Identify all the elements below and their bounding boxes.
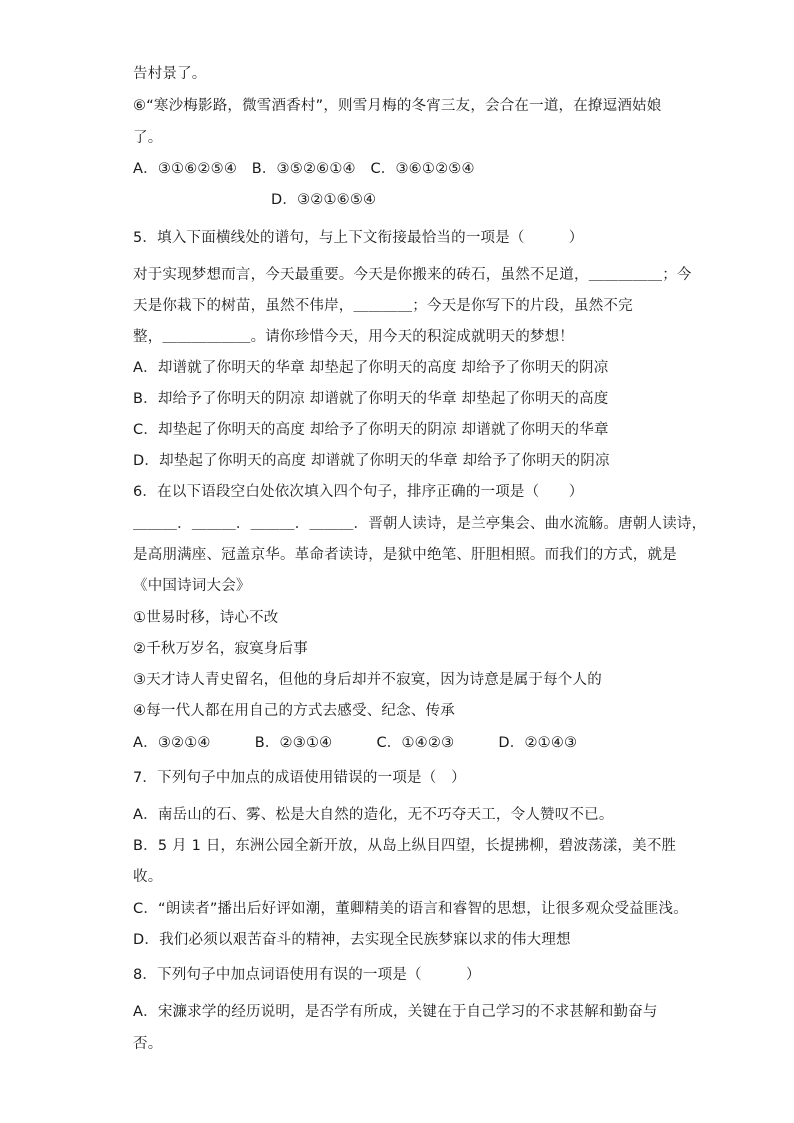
answer-option-a: A．宋濂求学的经历说明，是否学有所成，关键在于自己学习的不求甚解和勤奋与 <box>133 1004 658 1020</box>
sentence-item: ②千秋万岁名，寂寞身后事 <box>133 641 308 657</box>
answer-option-c: C．“朗读者”播出后好评如潮，董卿精美的语言和睿智的思想，让很多观众受益匪浅。 <box>133 901 688 917</box>
text-line: 《中国诗词大会》 <box>133 578 251 594</box>
sentence-item: ③天才诗人青史留名，但他的身后却并不寂寞，因为诗意是属于每个人的 <box>133 672 602 688</box>
text-line: ⑥“寒沙梅影路，微雪酒香村”，则雪月梅的冬宵三友，会合在一道，在撩逗酒姑娘 <box>133 98 662 114</box>
answer-option-d: D．却垫起了你明天的高度 却谱就了你明天的华章 却给予了你明天的阴凉 <box>133 453 610 469</box>
question-8: 8．下列句子中加点词语使用有误的一项是（ ） <box>133 967 481 983</box>
sentence-item: ④每一代人都在用自己的方式去感受、纪念、传承 <box>133 703 455 719</box>
answer-options: A．③①⑥②⑤④ B．③⑤②⑥①④ C．③⑥①②⑤④ <box>133 161 475 177</box>
text-line: 整，＿＿＿＿＿＿。请你珍惜今天，用今天的积淀成就明天的梦想！ <box>133 329 574 345</box>
text-line: 对于实现梦想而言，今天最重要。今天是你搬来的砖石，虽然不足道，＿＿＿＿＿；今 <box>133 267 692 283</box>
text-line: 了。 <box>133 130 163 146</box>
question-7: 7．下列句子中加点的成语使用错误的一项是（ ） <box>133 770 466 786</box>
answer-option-d: D．我们必须以艰苦奋斗的精神，去实现全民族梦寐以求的伟大理想 <box>133 932 571 948</box>
question-6: 6．在以下语段空白处依次填入四个句子，排序正确的一项是（ ） <box>133 484 584 500</box>
answer-options: A．③②①④ B．②③①④ C．①④②③ D．②①④③ <box>133 735 578 751</box>
text-line: 天是你栽下的树苗，虽然不伟岸，＿＿＿＿；今天是你写下的片段，虽然不完 <box>133 298 633 314</box>
text-line: ＿＿＿．＿＿＿．＿＿＿．＿＿＿．晋朝人读诗，是兰亭集会、曲水流觞。唐朝人读诗， <box>133 516 707 532</box>
answer-option-b: B．却给予了你明天的阴凉 却谱就了你明天的华章 却垫起了你明天的高度 <box>133 391 609 407</box>
answer-option-a: A．南岳山的石、雾、松是大自然的造化，无不巧夺天工，令人赞叹不已。 <box>133 807 614 823</box>
text-line: 收。 <box>133 869 163 885</box>
answer-option-d: D．③②①⑥⑤④ <box>271 192 377 208</box>
answer-option-a: A．却谱就了你明天的华章 却垫起了你明天的高度 却给予了你明天的阴凉 <box>133 360 609 376</box>
sentence-item: ①世易时移，诗心不改 <box>133 610 279 626</box>
question-5: 5．填入下面横线处的谱句，与上下文衔接最恰当的一项是（ ） <box>133 230 584 246</box>
text-line: 告村景了。 <box>133 66 207 82</box>
answer-option-c: C．却垫起了你明天的高度 却给予了你明天的阴凉 却谱就了你明天的华章 <box>133 422 609 438</box>
text-line: 是高朋满座、冠盖京华。革命者读诗，是狱中绝笔、肝胆相照。而我们的方式，就是 <box>133 547 677 563</box>
text-line: 否。 <box>133 1036 163 1052</box>
answer-option-b: B．5 月 1 日，东洲公园全新开放，从岛上纵目四望，长提拂柳，碧波荡漾，美不胜 <box>133 838 677 854</box>
